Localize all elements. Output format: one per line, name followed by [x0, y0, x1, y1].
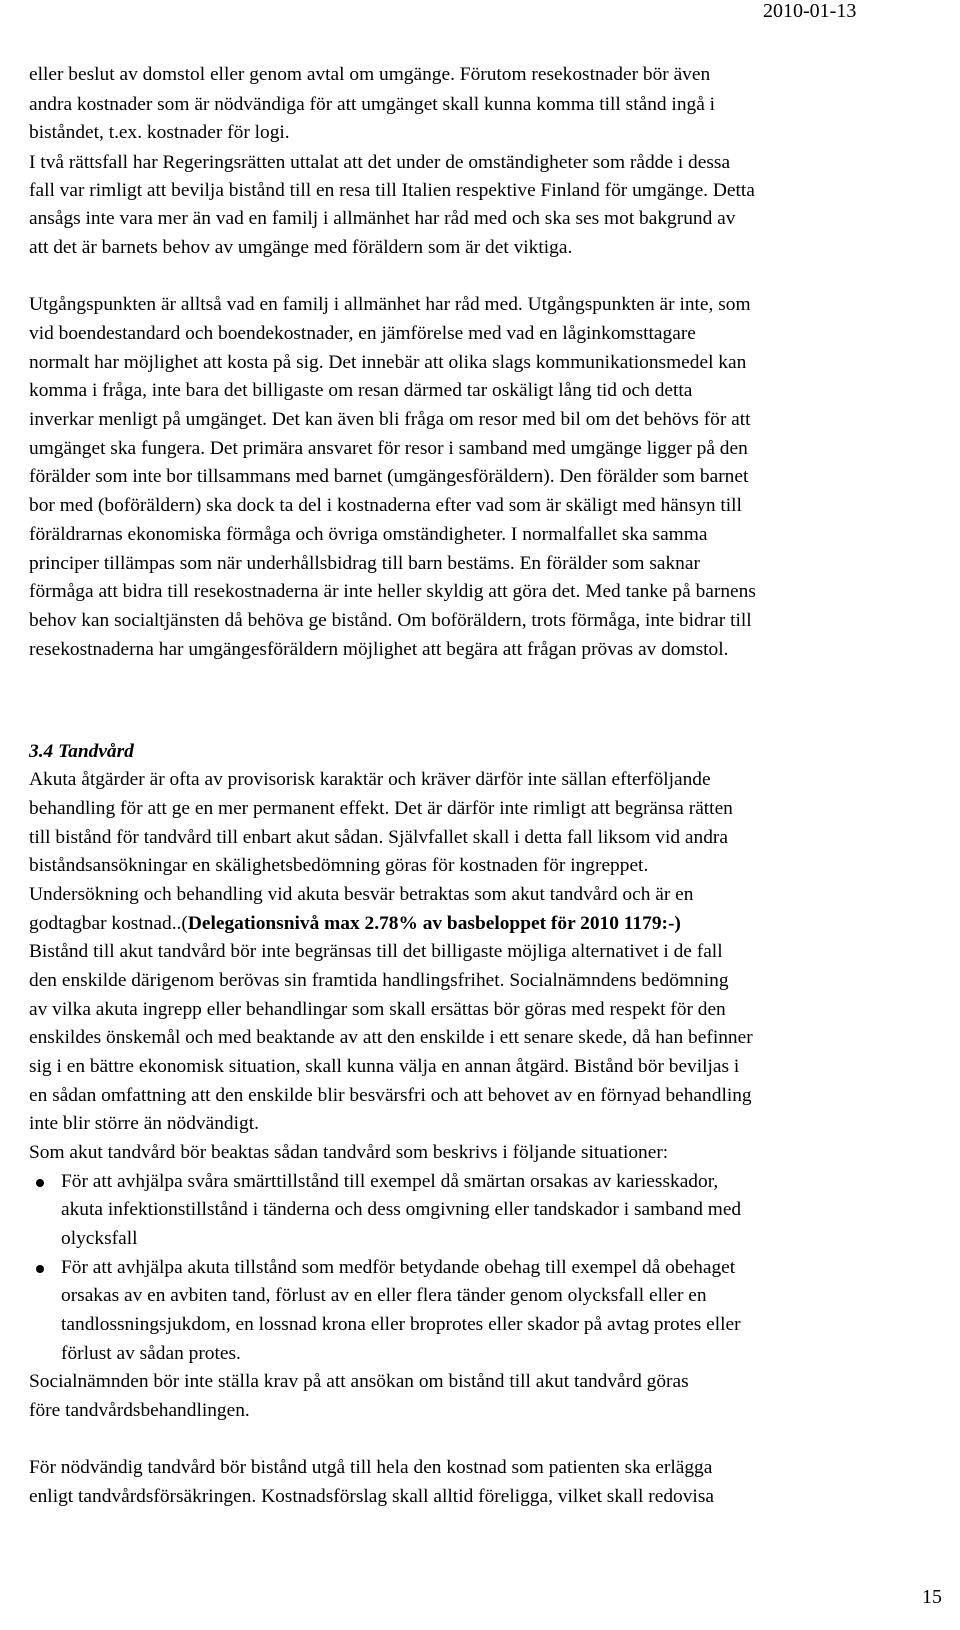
list-item-line: tandlossningsjukdom, en lossnad krona eller broprotes eller skador på avtag protes eller: [61, 1314, 741, 1335]
text-line: ansågs inte vara mer än vad en familj i allmänhet har råd med och ska ses mot bakgrund av: [29, 208, 736, 229]
list-item-line: För att avhjälpa svåra smärttillstånd till exempel då smärtan orsakas av kariesskador,: [61, 1171, 719, 1192]
text-line: biståndsansökningar en skälighetsbedömning göras för kostnaden för ingreppet.: [29, 855, 649, 876]
text-line: fall var rimligt att bevilja bistånd till en resa till Italien respektive Finland för umgänge. Detta: [29, 180, 755, 201]
text-line: resekostnaderna har umgängesföräldern möjlighet att begära att frågan prövas av domstol.: [29, 639, 729, 660]
delegation-prefix: godtagbar kostnad..(: [29, 913, 188, 934]
text-line: vid boendestandard och boendekostnader, en jämförelse med vad en låginkomsttagare: [29, 323, 696, 344]
text-line: enskildes önskemål och med beaktande av att den enskilde i ett senare skede, då han befinner: [29, 1027, 753, 1048]
header-date: 2010-01-13: [763, 0, 857, 22]
text-line: föräldrarnas ekonomiska förmåga och övriga omständigheter. I normalfallet ska samma: [29, 524, 708, 545]
text-line-delegation: [29, 911, 681, 937]
text-line: För nödvändig tandvård bör bistånd utgå till hela den kostnad som patienten ska erlägga: [29, 1457, 713, 1478]
text-line: behov kan socialtjänsten då behöva ge bistånd. Om boföräldern, trots förmåga, inte bidrar till: [29, 610, 752, 631]
text-line: Som akut tandvård bör beaktas sådan tandvård som beskrivs i följande situationer:: [29, 1142, 669, 1163]
list-item-line: akuta infektionstillstånd i tänderna och dess omgivning eller tandskador i samband med: [61, 1199, 742, 1220]
text-line: Socialnämnden bör inte ställa krav på att ansökan om bistånd till akut tandvård göras: [29, 1371, 689, 1392]
bullet-icon: [36, 1179, 44, 1187]
text-line: Akuta åtgärder är ofta av provisorisk karaktär och kräver därför inte sällan efterföljande: [29, 769, 711, 790]
text-line: I två rättsfall har Regeringsrätten uttalat att det under de omständigheter som rådde i dessa: [29, 152, 731, 173]
text-line: sig i en bättre ekonomisk situation, skall kunna välja en annan åtgärd. Bistånd bör beviljas i: [29, 1056, 740, 1077]
text-line: andra kostnader som är nödvändiga för att umgänget skall kunna komma till stånd ingå i: [29, 94, 716, 115]
list-item-line: förlust av sådan protes.: [61, 1343, 241, 1364]
text-line: Undersökning och behandling vid akuta besvär betraktas som akut tandvård och är en: [29, 884, 694, 905]
text-line: förmåga att bidra till resekostnaderna är inte heller skyldig att göra det. Med tanke på barnens: [29, 581, 756, 602]
bullet-icon: [36, 1265, 44, 1273]
text-line: principer tillämpas som när underhållsbidrag till barn bestäms. En förälder som saknar: [29, 553, 700, 574]
page-number: 15: [922, 1586, 942, 1608]
text-line: att det är barnets behov av umgänge med föräldern som är det viktiga.: [29, 237, 573, 258]
list-item-line: För att avhjälpa akuta tillstånd som medför betydande obehag till exempel då obehaget: [61, 1257, 736, 1278]
list-item-line: olycksfall: [61, 1228, 138, 1249]
text-line: av vilka akuta ingrepp eller behandlingar som skall ersättas bör göras med respekt för den: [29, 999, 726, 1020]
text-line: eller beslut av domstol eller genom avtal om umgänge. Förutom resekostnader bör även: [29, 64, 711, 85]
text-line: enligt tandvårdsförsäkringen. Kostnadsförslag skall alltid föreligga, vilket skall redovisa: [29, 1486, 714, 1507]
text-line: Utgångspunkten är alltså vad en familj i allmänhet har råd med. Utgångspunkten är inte, som: [29, 294, 751, 315]
text-line: komma i fråga, inte bara det billigaste om resan därmed tar oskäligt lång tid och detta: [29, 380, 693, 401]
list-item-line: orsakas av en avbiten tand, förlust av en eller flera tänder genom olycksfall eller en: [61, 1285, 707, 1306]
section-heading: 3.4 Tandvård: [29, 741, 134, 762]
delegation-limit: Delegationsnivå max 2.78% av basbeloppet för 2010 1179:-): [187, 913, 681, 934]
text-line: en sådan omfattning att den enskilde blir besvärsfri och att behovet av en förnyad behandling: [29, 1085, 752, 1106]
text-line: inverkar menligt på umgänget. Det kan även bli fråga om resor med bil om det behövs för att: [29, 409, 751, 430]
text-line: behandling för att ge en mer permanent effekt. Det är därför inte rimligt att begränsa rätten: [29, 798, 733, 819]
text-line: den enskilde därigenom berövas sin framtida handlingsfrihet. Socialnämndens bedömning: [29, 970, 729, 991]
text-line: umgänget ska fungera. Det primära ansvaret för resor i samband med umgänge ligger på den: [29, 438, 748, 459]
text-line: biståndet, t.ex. kostnader för logi.: [29, 122, 290, 143]
text-line: till bistånd för tandvård till enbart akut sådan. Självfallet skall i detta fall liksom vid andra: [29, 827, 728, 848]
text-line: inte blir större än nödvändigt.: [29, 1113, 259, 1134]
text-line: förälder som inte bor tillsammans med barnet (umgängesföräldern). Den förälder som barnet: [29, 466, 749, 487]
text-line: bor med (boföräldern) ska dock ta del i kostnaderna efter vad som är skäligt med hänsyn till: [29, 495, 742, 516]
text-line: före tandvårdsbehandlingen.: [29, 1400, 250, 1421]
text-line: normalt har möjlighet att kosta på sig. Det innebär att olika slags kommunikationsmedel kan: [29, 352, 747, 373]
text-line: Bistånd till akut tandvård bör inte begränsas till det billigaste möjliga alternativet i de fall: [29, 941, 723, 962]
